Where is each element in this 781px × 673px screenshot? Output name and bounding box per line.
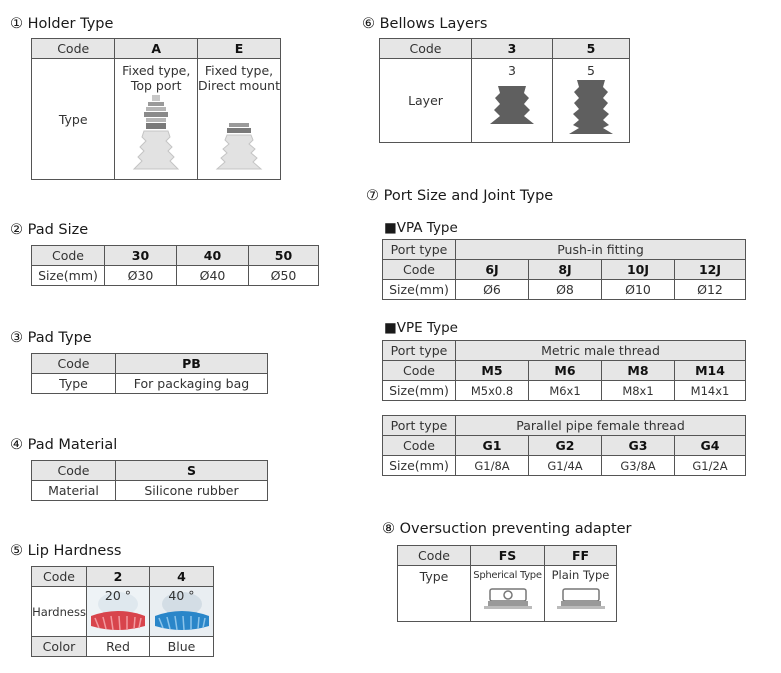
bellows-layer-3	[472, 59, 553, 143]
vpa-type-title: ■VPA Type	[384, 220, 458, 236]
three-layer-bellows-image	[482, 78, 542, 128]
lip-color-2: Red	[87, 637, 150, 657]
holder-type-title: ① Holder Type	[10, 16, 114, 32]
direct-mount-holder-image	[209, 93, 269, 171]
bellows-code-label: Code	[380, 39, 472, 59]
pad-size-size-label: Size(mm)	[32, 266, 105, 286]
pad-size-code-40: 40	[177, 246, 249, 266]
pad-material-title: ④ Pad Material	[10, 437, 118, 453]
bellows-layer-3-value: 3	[508, 63, 516, 78]
five-layer-bellows-image	[561, 78, 621, 136]
bellows-code-5: 5	[553, 39, 630, 59]
bellows-code-3: 3	[472, 39, 553, 59]
adapter-code-fs: FS	[471, 546, 545, 566]
holder-type-a	[115, 59, 198, 180]
lip-hardness-table	[31, 566, 214, 657]
vpe-size-g1: G1/8A	[456, 456, 529, 476]
vpa-size-label: Size(mm)	[383, 280, 456, 300]
vpa-port-type-label: Port type	[383, 240, 456, 260]
adapter-code-label: Code	[398, 546, 471, 566]
spherical-adapter-image	[480, 583, 536, 611]
pad-type-code: PB	[116, 354, 268, 374]
vpe-code-g1: G1	[456, 436, 529, 456]
holder-code-a: A	[115, 39, 198, 59]
vpa-code-10j: 10J	[602, 260, 675, 280]
holder-type-e-line2: Direct mount	[198, 78, 280, 93]
adapter-type-fs-label: Spherical Type	[473, 570, 542, 581]
vpe-size-g4: G1/2A	[675, 456, 746, 476]
pad-material-code-label: Code	[32, 461, 116, 481]
vpe-metric-port-type-label: Port type	[383, 341, 456, 361]
pad-material-table	[31, 460, 268, 501]
vpe-code-m5: M5	[456, 361, 529, 381]
bellows-layer-label: Layer	[380, 59, 472, 143]
pad-type-title: ③ Pad Type	[10, 330, 92, 346]
holder-type-label: Type	[32, 59, 115, 180]
pad-size-code-30: 30	[105, 246, 177, 266]
vpa-size-6j: Ø6	[456, 280, 529, 300]
lip-hardness-label: Hardness	[32, 587, 87, 637]
vpe-metric-table	[382, 340, 746, 401]
adapter-type-label: Type	[398, 566, 471, 622]
pad-material-label: Material	[32, 481, 116, 501]
port-size-title: ⑦ Port Size and Joint Type	[366, 188, 554, 204]
vpa-size-8j: Ø8	[529, 280, 602, 300]
pad-material-code: S	[116, 461, 268, 481]
lip-code-label: Code	[32, 567, 87, 587]
lip-color-4: Blue	[150, 637, 214, 657]
lip-color-label: Color	[32, 637, 87, 657]
holder-type-table	[31, 38, 281, 180]
holder-type-a-line2: Top port	[130, 78, 182, 93]
pad-size-code-50: 50	[249, 246, 319, 266]
pad-size-table	[31, 245, 319, 286]
pad-size-30: Ø30	[105, 266, 177, 286]
bellows-layers-table	[379, 38, 630, 143]
vpe-code-g3: G3	[602, 436, 675, 456]
adapter-type-ff	[545, 566, 617, 622]
holder-type-e-line1: Fixed type,	[204, 63, 274, 78]
vpa-size-10j: Ø10	[602, 280, 675, 300]
top-port-holder-image	[126, 93, 186, 171]
pad-size-40: Ø40	[177, 266, 249, 286]
vpe-code-m14: M14	[675, 361, 746, 381]
adapter-code-ff: FF	[545, 546, 617, 566]
holder-code-label: Code	[32, 39, 115, 59]
vpa-size-12j: Ø12	[675, 280, 746, 300]
vpe-size-g2: G1/4A	[529, 456, 602, 476]
pad-size-code-label: Code	[32, 246, 105, 266]
bellows-layer-5	[553, 59, 630, 143]
vpa-code-12j: 12J	[675, 260, 746, 280]
vpe-pipe-size-label: Size(mm)	[383, 456, 456, 476]
vpe-code-m6: M6	[529, 361, 602, 381]
vpe-size-m5: M5x0.8	[456, 381, 529, 401]
vpe-metric-size-label: Size(mm)	[383, 381, 456, 401]
lip-hardness-2	[87, 587, 150, 637]
bellows-layer-5-value: 5	[587, 63, 595, 78]
lip-hardness-2-value: 20 °	[104, 588, 132, 603]
vpa-code-8j: 8J	[529, 260, 602, 280]
plain-adapter-image	[553, 583, 609, 611]
lip-hardness-4	[150, 587, 214, 637]
adapter-title: ⑧ Oversuction preventing adapter	[382, 521, 632, 537]
vpa-code-6j: 6J	[456, 260, 529, 280]
vpe-metric-code-label: Code	[383, 361, 456, 381]
vpe-code-g2: G2	[529, 436, 602, 456]
vpe-pipe-port-type: Parallel pipe female thread	[456, 416, 746, 436]
vpa-type-table	[382, 239, 746, 300]
vpe-size-m6: M6x1	[529, 381, 602, 401]
pad-type-label: Type	[32, 374, 116, 394]
pad-material-value: Silicone rubber	[116, 481, 268, 501]
vpe-metric-port-type: Metric male thread	[456, 341, 746, 361]
lip-code-2: 2	[87, 567, 150, 587]
holder-type-e	[198, 59, 281, 180]
pad-size-50: Ø50	[249, 266, 319, 286]
vpe-type-title: ■VPE Type	[384, 320, 458, 336]
vpa-port-type: Push-in fitting	[456, 240, 746, 260]
vpe-size-m8: M8x1	[602, 381, 675, 401]
vpe-code-g4: G4	[675, 436, 746, 456]
adapter-table	[397, 545, 617, 622]
vpe-size-g3: G3/8A	[602, 456, 675, 476]
vpe-code-m8: M8	[602, 361, 675, 381]
vpe-pipe-table	[382, 415, 746, 476]
adapter-type-ff-label: Plain Type	[551, 568, 610, 582]
lip-hardness-4-value: 40 °	[168, 588, 195, 603]
vpe-size-m14: M14x1	[675, 381, 746, 401]
adapter-type-fs	[471, 566, 545, 622]
holder-code-e: E	[198, 39, 281, 59]
holder-type-a-line1: Fixed type,	[122, 63, 191, 78]
pad-size-title: ② Pad Size	[10, 222, 89, 238]
lip-hardness-title: ⑤ Lip Hardness	[10, 543, 122, 559]
vpe-pipe-port-type-label: Port type	[383, 416, 456, 436]
vpe-pipe-code-label: Code	[383, 436, 456, 456]
pad-type-value: For packaging bag	[116, 374, 268, 394]
pad-type-table	[31, 353, 268, 394]
bellows-layers-title: ⑥ Bellows Layers	[362, 16, 488, 32]
lip-code-4: 4	[150, 567, 214, 587]
pad-type-code-label: Code	[32, 354, 116, 374]
vpa-code-label: Code	[383, 260, 456, 280]
